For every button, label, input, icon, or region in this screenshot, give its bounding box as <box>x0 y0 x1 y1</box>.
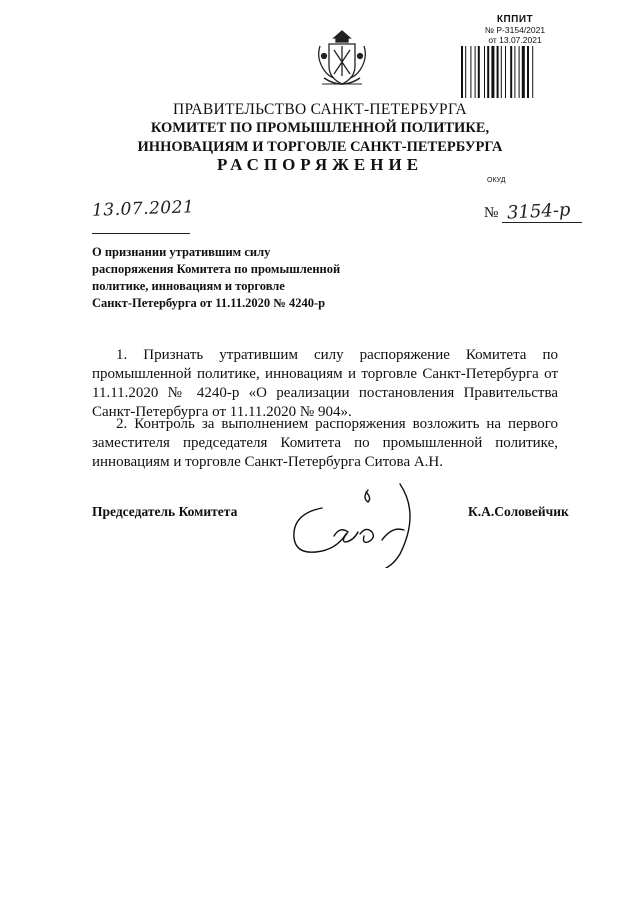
barcode-bar <box>470 46 471 98</box>
barcode-bar <box>478 46 480 98</box>
committee-line-2: ИННОВАЦИЯМ И ТОРГОВЛЕ САНКТ-ПЕТЕРБУРГА <box>137 139 503 155</box>
handwritten-date: 13.07.2021 <box>91 197 195 221</box>
okud-label: ОКУД <box>487 177 506 184</box>
stamp-date: от 13.07.2021 <box>488 35 542 45</box>
committee-name <box>0 119 640 157</box>
barcode-bar <box>514 46 515 98</box>
subject-line-3: политике, инновациям и торговле <box>92 279 285 293</box>
barcode <box>460 46 554 98</box>
subject-line-2: распоряжения Комитета по промышленной <box>92 262 341 276</box>
number-label: № <box>484 205 499 221</box>
barcode-bar <box>501 46 502 98</box>
coat-of-arms-icon <box>312 28 372 92</box>
barcode-bar <box>465 46 466 98</box>
paragraph-2 <box>92 415 558 472</box>
document-subject <box>92 244 372 312</box>
barcode-bar <box>484 46 485 98</box>
stamp-number: № Р-3154/2021 <box>484 25 546 35</box>
paragraph-1-text: 1. Признать утратившим силу распоряжение Комитета по промышленной политике, инновациям и торговле Санкт-Петербурга от 11.11.2020 № 4240-р «О реализации постановления Правительства Санкт-Петербурга от 11.11.2020 № 904». <box>92 347 558 420</box>
stamp-org: КППИТ <box>496 14 534 25</box>
subject-line-4: Санкт-Петербурга от 11.11.2020 № 4240-р <box>92 296 326 310</box>
barcode-bar <box>505 46 506 98</box>
barcode-bar <box>510 46 512 98</box>
paragraph-1 <box>92 346 558 422</box>
barcode-bar <box>475 46 476 98</box>
committee-line-1: КОМИТЕТ ПО ПРОМЫШЛЕННОЙ ПОЛИТИКЕ, <box>150 120 490 136</box>
government-title: ПРАВИТЕЛЬСТВО САНКТ-ПЕТЕРБУРГА <box>172 101 468 118</box>
subject-line-1: О признании утратившим силу <box>92 245 271 259</box>
barcode-bar <box>487 46 489 98</box>
handwritten-number: 3154-р <box>506 199 571 224</box>
barcode-bar <box>527 46 529 98</box>
barcode-bar <box>519 46 520 98</box>
paragraph-2-text: 2. Контроль за выполнением распоряжения возложить на первого заместителя председателя Комитета по промышленной политике, инновациям и торговле Санкт-Петербурга Ситова А.Н. <box>92 416 558 470</box>
barcode-bar <box>491 46 494 98</box>
signer-name: К.А.Соловейчик <box>468 504 569 519</box>
handwritten-signature <box>282 478 442 568</box>
registration-stamp <box>470 14 560 45</box>
signer-title: Председатель Комитета <box>92 504 238 519</box>
date-underline <box>92 219 190 234</box>
barcode-bar <box>461 46 463 98</box>
barcode-bar <box>497 46 499 98</box>
document-kind: РАСПОРЯЖЕНИЕ <box>216 155 424 174</box>
barcode-bar <box>522 46 525 98</box>
barcode-bar <box>532 46 533 98</box>
